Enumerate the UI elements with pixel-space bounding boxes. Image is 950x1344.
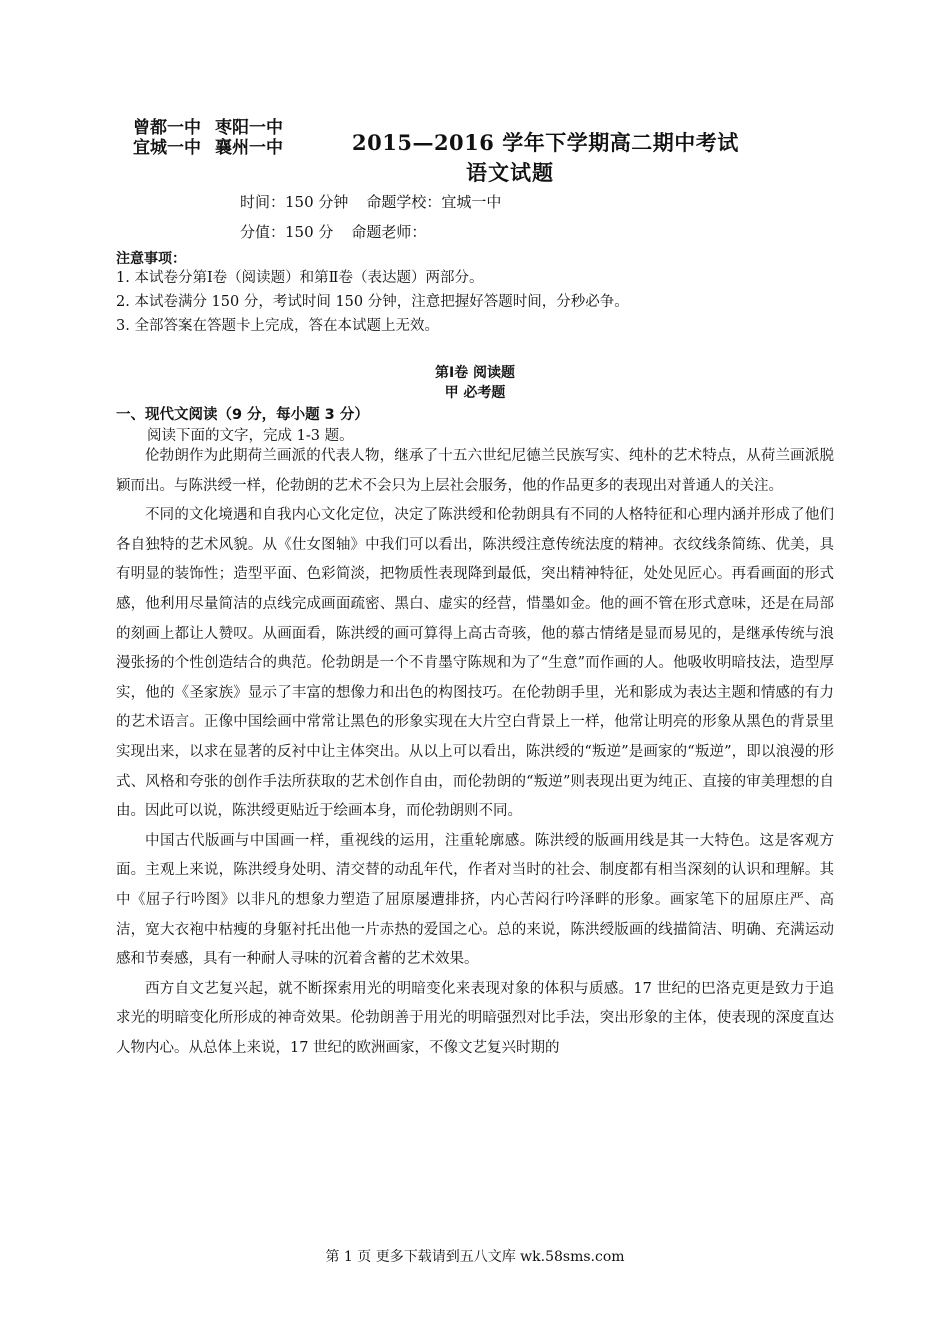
exam-subtitle: 语文试题: [466, 160, 554, 185]
school-row-1: [133, 118, 297, 138]
section-title: 一、现代文阅读（9 分，每小题 3 分）: [116, 407, 369, 423]
exam-teacher: 命题老师：: [351, 223, 427, 241]
exam-school: 命题学校：宜城一中: [366, 193, 502, 211]
part-subtitle: 甲 必考题: [444, 385, 506, 401]
exam-time: 时间：150 分钟: [240, 193, 349, 211]
school-name: 宜城一中: [133, 138, 201, 158]
school-name: 襄州一中: [215, 138, 283, 158]
school-name: 枣阳一中: [215, 118, 283, 138]
passage-paragraph: 不同的文化境遇和自我内心文化定位，决定了陈洪绶和伦勃朗具有不同的人格特征和心理内涵并形成了他们各自独特的艺术风貌。从《仕女图轴》中我们可以看出，陈洪绶注意传统法度的精神。衣纹线条简练、优美，具有明显的装饰性；造型平面、色彩简淡，把物质性表现降到最低，突出精神特征，处处见匠心。再看画面的形式感，他利用尽量简洁的点线完成画面疏密、黑白、虚实的经营，惜墨如金。他的画不管在形式意味，还是在局部的刻画上都让人赞叹。从画面看，陈洪绶的画可算得上高古奇骇，他的慕古情绪是显而易见的，是继承传统与浪漫张扬的个性创造结合的典范。伦勃朗是一个不肯墨守陈规和为了“生意”而作画的人。他吸收明暗技法，造型厚实，他的《圣家族》显示了丰富的想像力和出色的构图技巧。在伦勃朗手里，光和影成为表达主题和情感的有力的艺术语言。正像中国绘画中常常让黑色的形象实现在大片空白背景上一样，他常让明亮的形象从黑色的背景里实现出来，以求在显著的反衬中让主体突出。从以上可以看出，陈洪绶的“叛逆”是画家的“叛逆”，即以浪漫的形式、风格和夸张的创作手法所获取的艺术创作自由，而伦勃朗的“叛逆”则表现出更为纯正、直接的审美理想的自由。因此可以说，陈洪绶更贴近于绘画本身，而伦勃朗则不同。: [116, 507, 834, 820]
notice-title: 注意事项：: [116, 251, 186, 267]
school-row-2: [133, 138, 297, 158]
notice-item: 3. 全部答案在答题卡上完成，答在本试题上无效。: [116, 318, 439, 334]
school-list: [133, 118, 297, 158]
section-instruction: 阅读下面的文字，完成 1-3 题。: [147, 428, 354, 444]
exam-title: 2015—2016 学年下学期高二期中考试: [352, 130, 739, 155]
notice-item: 2. 本试卷满分 150 分，考试时间 150 分钟，注意把握好答题时间，分秒必争。: [116, 294, 629, 310]
exam-score: 分值：150 分: [240, 223, 334, 241]
passage-paragraph: 西方自文艺复兴起，就不断探索用光的明暗变化来表现对象的体积与质感。17 世纪的巴洛克更是致力于追求光的明暗变化所形成的神奇效果。伦勃朗善于用光的明暗强烈对比手法，突出形象的主体，使表现的深度直达人物内心。从总体上来说，17 世纪的欧洲画家，不像文艺复兴时期的: [116, 980, 834, 1056]
exam-meta-row-2: [240, 221, 426, 242]
page-footer: 第 1 页 更多下载请到五八文库 wk.58sms.com: [325, 1249, 625, 1265]
passage-paragraph: 伦勃朗作为此期荷兰画派的代表人物，继承了十五六世纪尼德兰民族写实、纯朴的艺术特点，从荷兰画派脱颖而出。与陈洪绶一样，伦勃朗的艺术不会只为上层社会服务，他的作品更多的表现出对普通人的关注。: [116, 448, 834, 494]
notice-item: 1. 本试卷分第Ⅰ卷（阅读题）和第Ⅱ卷（表达题）两部分。: [116, 270, 484, 286]
reading-passage: [116, 442, 834, 1063]
part-title: 第Ⅰ卷 阅读题: [434, 365, 516, 381]
exam-meta-row-1: [240, 191, 501, 212]
passage-paragraph: 中国古代版画与中国画一样，重视线的运用，注重轮廓感。陈洪绶的版画用线是其一大特色。这是客观方面。主观上来说，陈洪绶身处明、清交替的动乱年代，作者对当时的社会、制度都有相当深刻的认识和理解。其中《屈子行吟图》以非凡的想象力塑造了屈原屡遭排挤，内心苦闷行吟泽畔的形象。画家笔下的屈原庄严、高洁，宽大衣袍中枯瘦的身躯衬托出他一片赤热的爱国之心。总的来说，陈洪绶版画的线描简洁、明确、充满运动感和节奏感，具有一种耐人寻味的沉着含蓄的艺术效果。: [116, 832, 834, 968]
school-name: 曾都一中: [133, 118, 201, 138]
